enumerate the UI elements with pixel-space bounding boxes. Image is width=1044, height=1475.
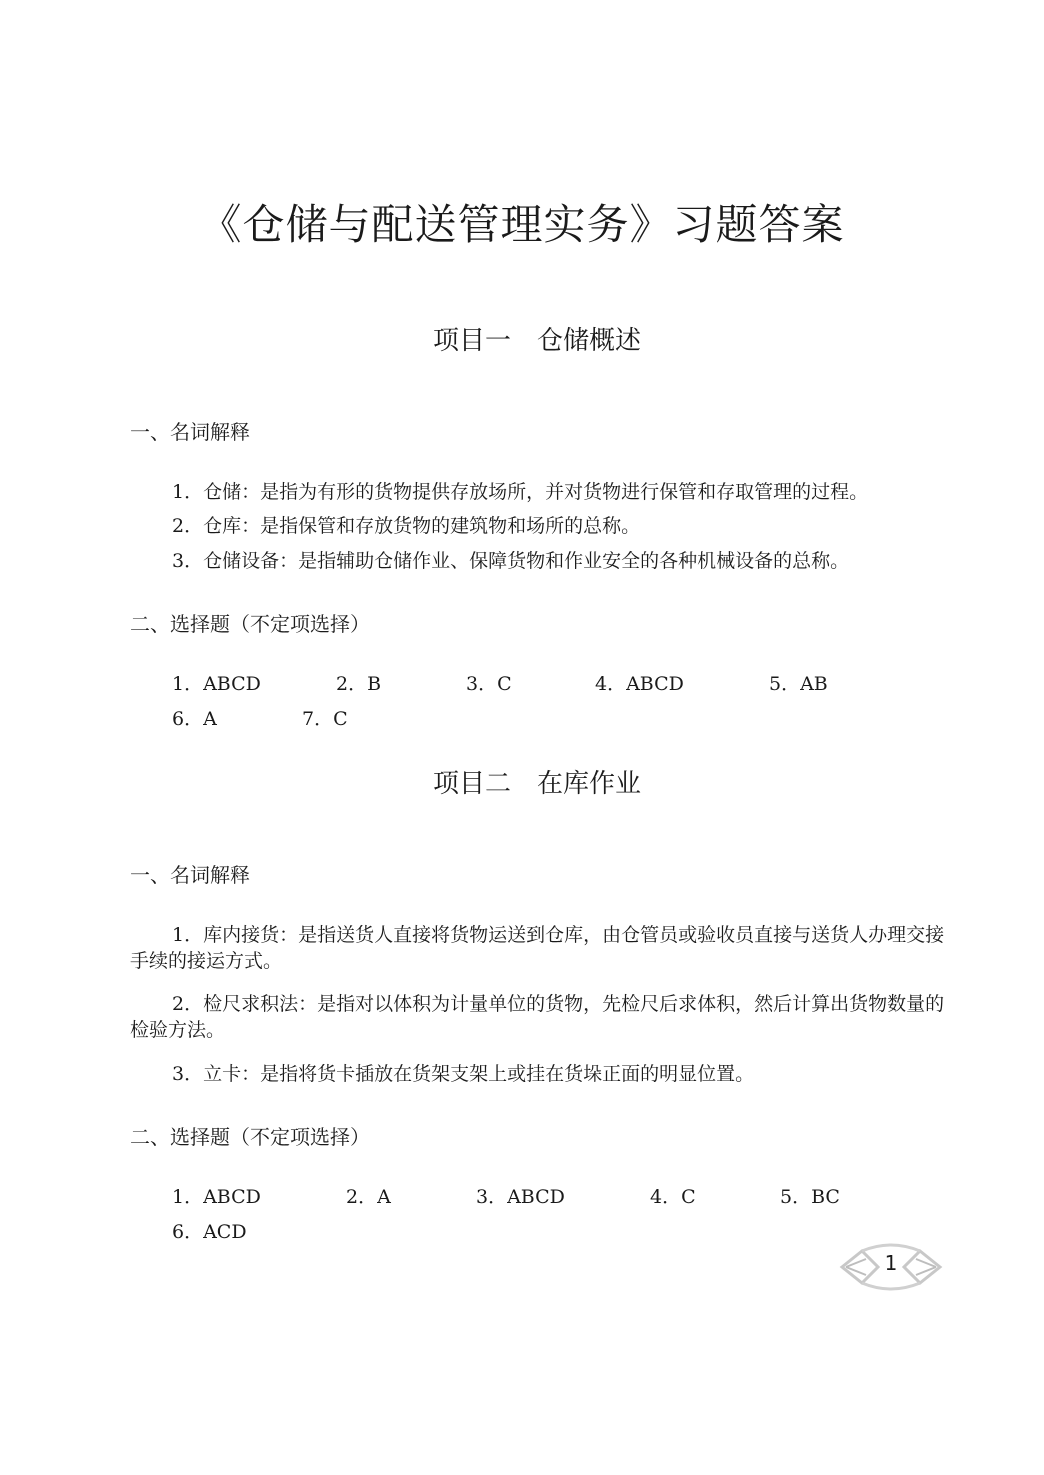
project2-answer-3: 3．ABCD bbox=[476, 1186, 565, 1208]
project1-terms-heading: 一、名词解释 bbox=[130, 420, 250, 444]
project1-answer-7: 7．C bbox=[302, 708, 348, 730]
project1-heading: 项目一 仓储概述 bbox=[432, 326, 641, 356]
project1-term-1: 1．仓储：是指为有形的货物提供存放场所，并对货物进行保管和存取管理的过程。 bbox=[172, 481, 869, 503]
project2-answer-2: 2．A bbox=[346, 1186, 391, 1208]
project1-answer-6: 6．A bbox=[172, 708, 217, 730]
project1-answer-4: 4．ABCD bbox=[595, 673, 684, 695]
project1-answer-2: 2．B bbox=[336, 673, 382, 695]
project1-choice-heading: 二、选择题（不定项选择） bbox=[130, 612, 370, 636]
project2-answer-1: 1．ABCD bbox=[172, 1186, 261, 1208]
project2-answer-6: 6．ACD bbox=[172, 1221, 247, 1243]
project1-answer-3: 3．C bbox=[466, 673, 512, 695]
project1-answer-1: 1．ABCD bbox=[172, 673, 261, 695]
project2-choice-heading: 二、选择题（不定项选择） bbox=[130, 1125, 370, 1149]
project2-answer-5: 5．BC bbox=[780, 1186, 840, 1208]
page-number: 1 bbox=[884, 1251, 898, 1275]
project1-answer-5: 5．AB bbox=[769, 673, 828, 695]
document-title: 《仓储与配送管理实务》习题答案 bbox=[199, 200, 845, 249]
project2-term-3: 3．立卡：是指将货卡插放在货架支架上或挂在货垛正面的明显位置。 bbox=[172, 1063, 755, 1085]
project2-answer-4: 4．C bbox=[650, 1186, 696, 1208]
project2-heading: 项目二 在库作业 bbox=[432, 769, 641, 799]
project1-term-3: 3．仓储设备：是指辅助仓储作业、保障货物和作业安全的各种机械设备的总称。 bbox=[172, 550, 850, 572]
project2-term-2: 2．检尺求积法：是指对以体积为计量单位的货物，先检尺后求体积，然后计算出货物数量的检验方法。 bbox=[130, 993, 945, 1041]
page-number-badge bbox=[838, 1237, 944, 1297]
project2-term-1: 1．库内接货：是指送货人直接将货物运送到仓库，由仓管员或验收员直接与送货人办理交接手续的接运方式。 bbox=[130, 924, 945, 972]
project1-term-2: 2．仓库：是指保管和存放货物的建筑物和场所的总称。 bbox=[172, 515, 641, 537]
project2-terms-heading: 一、名词解释 bbox=[130, 863, 250, 887]
